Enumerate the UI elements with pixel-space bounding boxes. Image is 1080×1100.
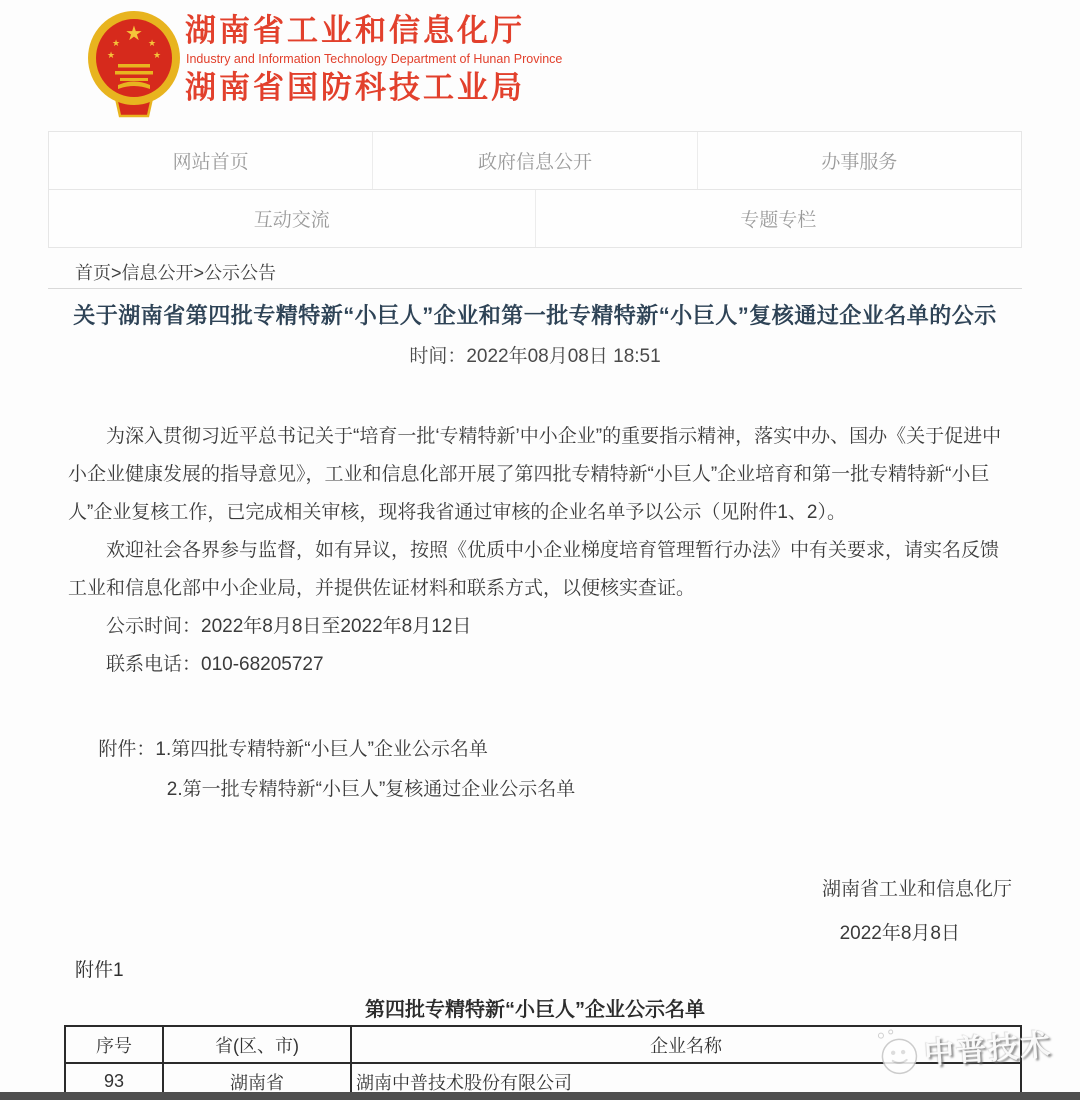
breadcrumb-divider <box>48 288 1022 289</box>
nav-item-special-columns[interactable]: 专题专栏 <box>740 210 817 231</box>
site-masthead <box>0 0 1080 130</box>
publish-time: 时间：2022年08月08日 18:51 <box>409 346 661 367</box>
cell-company-name: 湖南中普技术股份有限公司 <box>351 1063 1021 1100</box>
article-body <box>68 418 1012 956</box>
breadcrumb[interactable]: 首页>信息公开>公示公告 <box>75 263 277 283</box>
col-header-index: 序号 <box>65 1026 163 1063</box>
col-header-company: 企业名称 <box>351 1026 1021 1063</box>
col-header-province: 省(区、市) <box>163 1026 351 1063</box>
attachments-label: 附件： <box>98 739 156 760</box>
cell-index: 93 <box>65 1063 163 1100</box>
attachment-item-1: 1.第四批专精特新“小巨人”企业公示名单 <box>155 739 488 760</box>
paragraph-2: 欢迎社会各界参与监督，如有异议，按照《优质中小企业梯度培育管理暂行办法》中有关要求，请实名反馈工业和信息化部中小企业局，并提供佐证材料和联系方式，以便核实查证。 <box>68 540 1000 599</box>
signature-block <box>68 868 1012 956</box>
contact-phone: 联系电话：010-68205727 <box>106 654 324 675</box>
bottom-edge-bar <box>0 1092 1080 1100</box>
watermark-text: 中普技术 <box>923 1028 1054 1071</box>
table-header-row <box>65 1026 1021 1063</box>
main-nav <box>48 131 1022 248</box>
svg-text:★: ★ <box>152 50 162 60</box>
svg-text:★: ★ <box>111 38 121 48</box>
national-emblem-icon <box>78 6 190 122</box>
attachment-item-2: 2.第一批专精特新“小巨人”复核通过企业公示名单 <box>166 779 576 800</box>
nav-item-interaction[interactable]: 互动交流 <box>49 190 536 247</box>
org-name-line1: 湖南省工业和信息化厅 <box>185 13 525 48</box>
nav-item-home[interactable]: 网站首页 <box>49 132 373 189</box>
svg-text:★: ★ <box>125 23 143 45</box>
annex-table <box>64 1025 1022 1100</box>
signature-org: 湖南省工业和信息化厅 <box>821 879 1012 900</box>
annex-label: 附件1 <box>75 960 124 981</box>
signature-date: 2022年8月8日 <box>839 923 960 944</box>
paragraph-1: 为深入贯彻习近平总书记关于“培育一批‘专精特新’中小企业”的重要指示精神，落实中办、国办《关于促进中小企业健康发展的指导意见》，工业和信息化部开展了第四批专精特新“小巨人”企业培育和第一批专精特新“小巨人”企业复核工作，已完成相关审核，现将我省通过审核的企业名单予以公示（见附件1、2）。 <box>68 426 1002 523</box>
svg-text:★: ★ <box>147 38 157 48</box>
org-name-english: Industry and Information Technology Department of Hunan Province <box>186 52 563 66</box>
org-name-line2: 湖南省国防科技工业局 <box>185 70 525 105</box>
annex-table-title: 第四批专精特新“小巨人”企业公示名单 <box>365 999 705 1021</box>
nav-item-services[interactable]: 办事服务 <box>821 152 898 173</box>
page-title: 关于湖南省第四批专精特新“小巨人”企业和第一批专精特新“小巨人”复核通过企业名单的公示 <box>73 303 997 328</box>
attachments <box>68 730 1012 810</box>
svg-text:★: ★ <box>106 50 116 60</box>
cell-province: 湖南省 <box>163 1063 351 1100</box>
nav-item-gov-info[interactable]: 政府信息公开 <box>373 132 697 189</box>
notice-period: 公示时间：2022年8月8日至2022年8月12日 <box>106 616 472 637</box>
